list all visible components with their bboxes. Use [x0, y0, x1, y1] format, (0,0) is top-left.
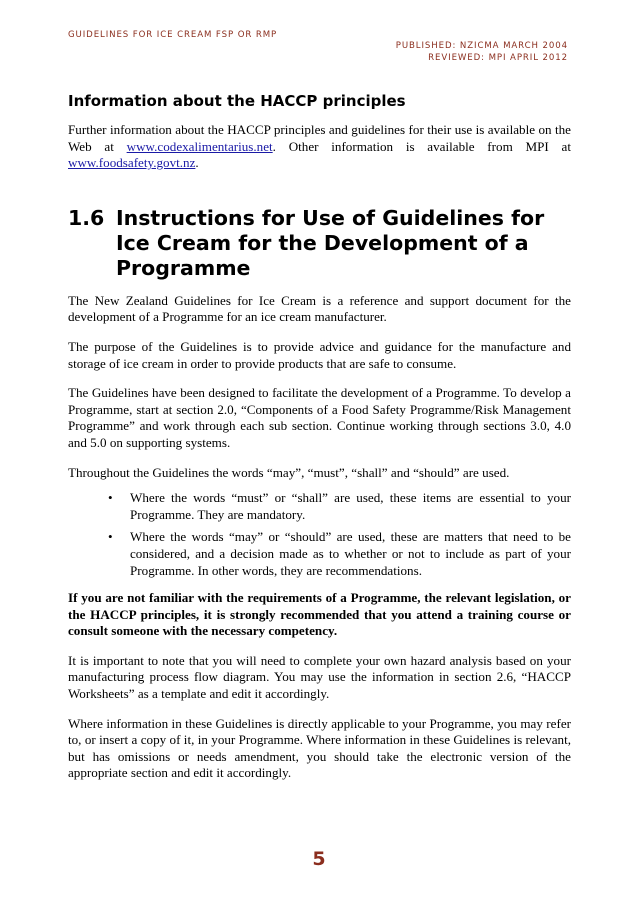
bullet-text: Where the words “may” or “should” are used, these are matters that need to be considered, and a decision made as to whether or not to include as part of your Programme. In other words, they are recommendations.	[130, 529, 571, 578]
section-title: Instructions for Use of Guidelines for Ice Cream for the Development of a Programme	[116, 205, 545, 280]
paragraph-purpose: The purpose of the Guidelines is to provide advice and guidance for the manufacture and storage of ice cream in order to provide products that are safe to consume.	[68, 338, 571, 371]
info-paragraph	[68, 122, 571, 172]
bullet-icon: •	[108, 490, 113, 506]
bullet-list	[68, 490, 571, 579]
published-line: PUBLISHED: NZICMA MARCH 2004	[395, 41, 568, 51]
info-text-before: Further information about the HACCP principles and guidelines for their use is available on the Web at	[68, 122, 571, 154]
paragraph-applicability: Where information in these Guidelines is directly applicable to your Programme, you may refer to, or insert a copy of it, in your Programme. Where information in these Guidelines is relevant, but has omissions or needs amendment, you should take the electronic version of the appropriate section and edit it accordingly.	[68, 715, 571, 781]
info-heading: Information about the HACCP principles	[68, 92, 406, 110]
list-item	[108, 529, 571, 579]
training-recommendation: If you are not familiar with the requirements of a Programme, the relevant legislation, or the HACCP principles, it is strongly recommended that you attend a training course or consult someone with the necessary competency.	[68, 590, 571, 639]
bullet-icon: •	[108, 529, 113, 545]
list-item	[108, 490, 571, 523]
reviewed-line: REVIEWED: MPI APRIL 2012	[428, 53, 568, 63]
paragraph-hazard-analysis: It is important to note that you will need to complete your own hazard analysis based on your manufacturing process flow diagram. You may use the information in section 2.6, “HACCP Worksheets” as a template and edit it accordingly.	[68, 652, 571, 702]
paragraph-words: Throughout the Guidelines the words “may”, “must”, “shall” and “should” are used.	[68, 464, 510, 480]
section-number: 1.6	[68, 205, 105, 230]
codex-link[interactable]: www.codexalimentarius.net	[126, 138, 273, 154]
paragraph-reference: The New Zealand Guidelines for Ice Cream is a reference and support document for the development of a Programme for an ice cream manufacturer.	[68, 292, 571, 325]
bullet-text: Where the words “must” or “shall” are used, these items are essential to your Programme. They are mandatory.	[130, 490, 571, 522]
info-text-mid: . Other information is available from MPI at	[272, 138, 571, 154]
info-text-end: .	[195, 155, 199, 171]
foodsafety-link[interactable]: www.foodsafety.govt.nz	[68, 155, 196, 171]
page-body	[68, 92, 571, 795]
paragraph-design: The Guidelines have been designed to facilitate the development of a Programme. To develop a Programme, start at section 2.0, “Components of a Food Safety Programme/Risk Management Programme” and work through each sub section. Continue working through sections 3.0, 4.0 and 5.0 on supporting systems.	[68, 385, 571, 450]
running-header-dates	[396, 40, 568, 64]
section-heading	[68, 206, 571, 281]
running-header-title: GUIDELINES FOR ICE CREAM FSP OR RMP	[68, 30, 278, 40]
page-number: 5	[312, 848, 326, 870]
